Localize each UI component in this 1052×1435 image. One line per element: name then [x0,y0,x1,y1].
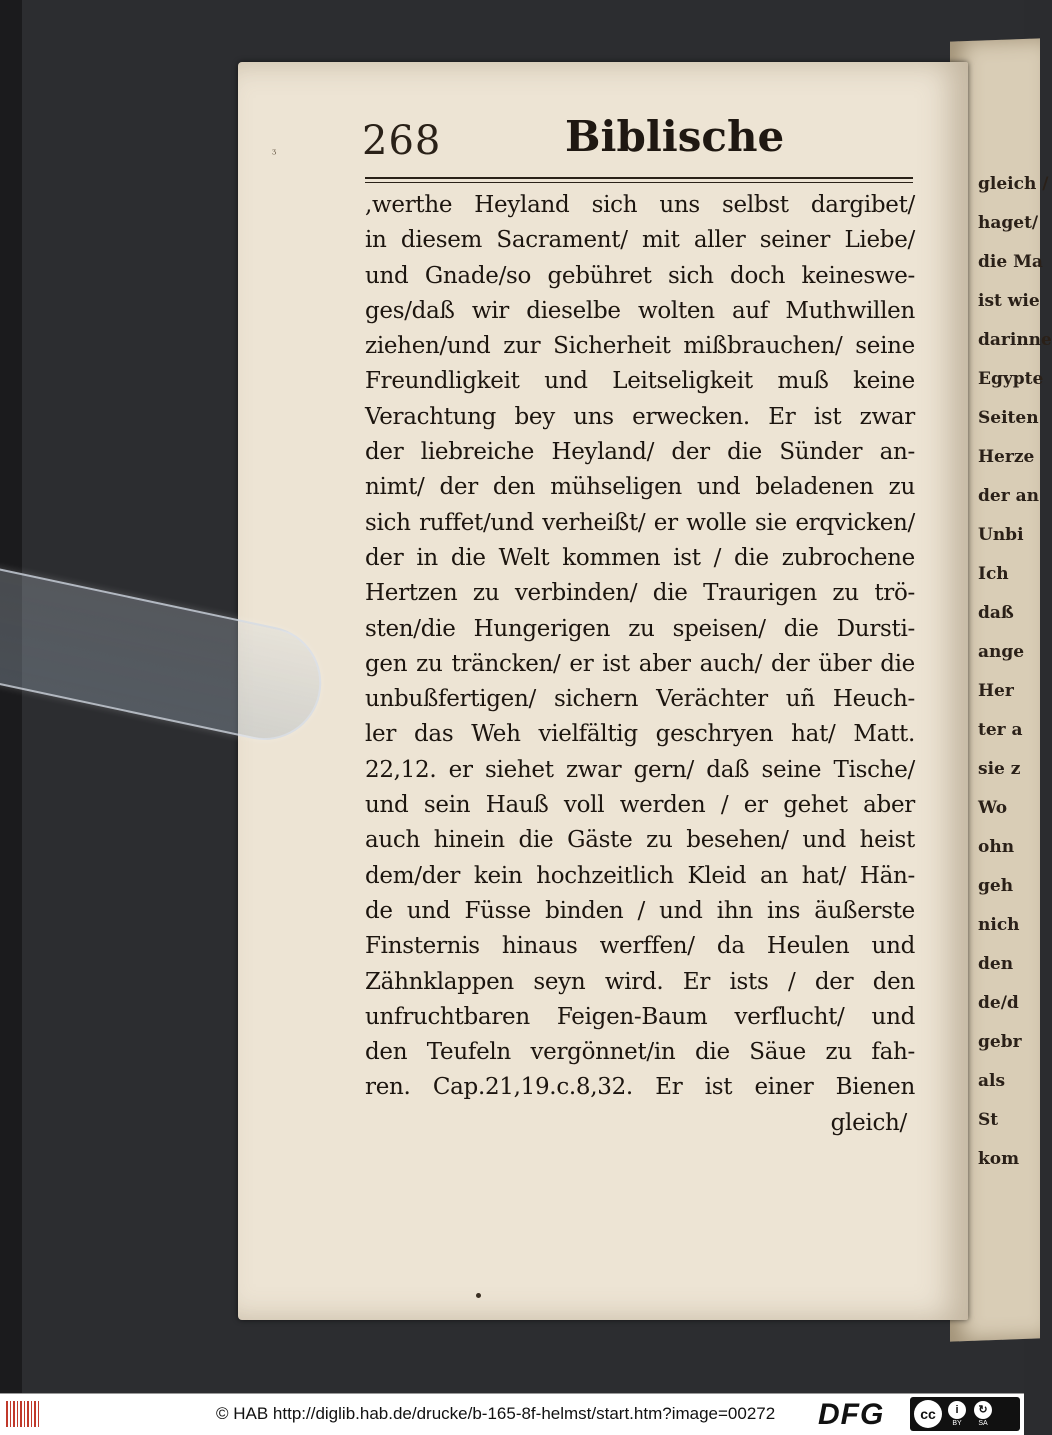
text-line: 22,12. er siehet zwar gern/ daß seine Tische/ [365,756,915,783]
running-title: Biblische [565,112,785,161]
facing-line: ohn [978,837,1015,857]
sa-label: SA [978,1419,988,1427]
facing-line: ter a [978,720,1023,740]
facing-line: Wo [978,798,1008,818]
footer-bar [0,1393,1024,1435]
facing-line: gebr [978,1032,1022,1052]
text-line: sten/die Hungerigen zu speisen/ die Dursti- [365,615,915,642]
text-line: ler das Weh vielfältig geschryen hat/ Matt. [365,721,915,748]
scan-edge [0,0,22,1393]
text-line: dem/der kein hochzeitlich Kleid an hat/ Hän- [365,862,915,889]
page-number: 268 [362,118,442,164]
facing-line: haget/ [978,213,1039,233]
facing-line: Seiten [978,408,1039,428]
facing-page-text [978,165,1052,1179]
margin-mark: ᶾ [272,146,277,160]
text-line: Freundligkeit und Leitseligkeit muß keine [365,368,915,395]
share-alike-icon: ↻ [974,1401,992,1419]
dfg-logo: DFG [818,1398,885,1431]
text-line: ziehen/und zur Sicherheit mißbrauchen/ seine [365,333,915,360]
text-line: auch hinein die Gäste zu besehen/ und heist [365,827,915,854]
facing-line: die Ma [978,252,1043,272]
text-line: den Teufeln vergönnet/in die Säue zu fah- [365,1039,915,1066]
facing-line: Unbi [978,525,1024,545]
text-line: sich ruffet/und verheißt/ er wolle sie erqvicken/ [365,509,915,536]
facing-line: Ich [978,564,1009,584]
text-line: unfruchtbaren Feigen-Baum verflucht/ und [365,1003,915,1030]
facing-line: St [978,1110,999,1130]
text-line: in diesem Sacrament/ mit aller seiner Liebe/ [365,227,915,254]
text-line: ,werthe Heyland sich uns selbst dargibet/ [365,192,915,218]
text-line: Finsternis hinaus werffen/ da Heulen und [365,933,915,960]
text-line: ges/daß wir dieselbe wolten auf Muthwillen [365,297,915,324]
facing-line: sie z [978,759,1021,779]
text-line: de und Füsse binden / und ihn ins äußerste [365,897,915,924]
by-label: BY [952,1419,962,1427]
text-line: ren. Cap.21,19.c.8,32. Er ist einer Bienen [365,1074,915,1101]
facing-line: daß [978,603,1014,623]
cc-icon: cc [914,1400,942,1428]
facing-line: gleich / [978,174,1049,194]
facing-line: de/d [978,993,1019,1013]
ink-dot [476,1293,481,1298]
page-text [365,188,915,1141]
catchword: gleich/ [830,1109,907,1136]
text-line: und sein Hauß voll werden / er gehet aber [365,792,915,819]
text-line: gen zu träncken/ er ist aber auch/ der über die [365,650,915,677]
facing-line: ist wie [978,291,1040,311]
text-line: und Gnade/so gebühret sich doch keineswe- [365,262,915,289]
facing-line: der an [978,486,1039,506]
facing-line: Her [978,681,1014,701]
text-line: Hertzen zu verbinden/ die Traurigen zu trö- [365,580,915,607]
text-line: der liebreiche Heyland/ der die Sünder an- [365,439,915,466]
facing-line: kom [978,1149,1020,1169]
facing-line: geh [978,876,1014,896]
facing-line: als [978,1071,1006,1091]
by-badge [948,1401,966,1428]
facing-line: nich [978,915,1020,935]
text-line: Zähnklappen seyn wird. Er ists / der den [365,968,915,995]
text-line: Verachtung bey uns erwecken. Er ist zwar [365,403,915,430]
sa-badge [974,1401,992,1428]
text-line: nimt/ der den mühseligen und beladenen zu [365,474,915,501]
cc-license-badge[interactable] [910,1397,1020,1431]
attribution-icon: i [948,1401,966,1419]
facing-line: Herze [978,447,1035,467]
barcode-icon [6,1401,40,1427]
facing-line: Egypte [978,369,1044,389]
header-rule [365,177,913,183]
facing-line: ange [978,642,1025,662]
copyright-link[interactable]: © HAB http://diglib.hab.de/drucke/b-165-8f-helmst/start.htm?image=00272 [216,1404,776,1423]
facing-line: darinne [978,330,1052,350]
text-line: unbußfertigen/ sichern Verächter uñ Heuch- [365,686,915,713]
text-line: der in die Welt kommen ist / die zubrochene [365,544,915,571]
facing-line: den [978,954,1014,974]
